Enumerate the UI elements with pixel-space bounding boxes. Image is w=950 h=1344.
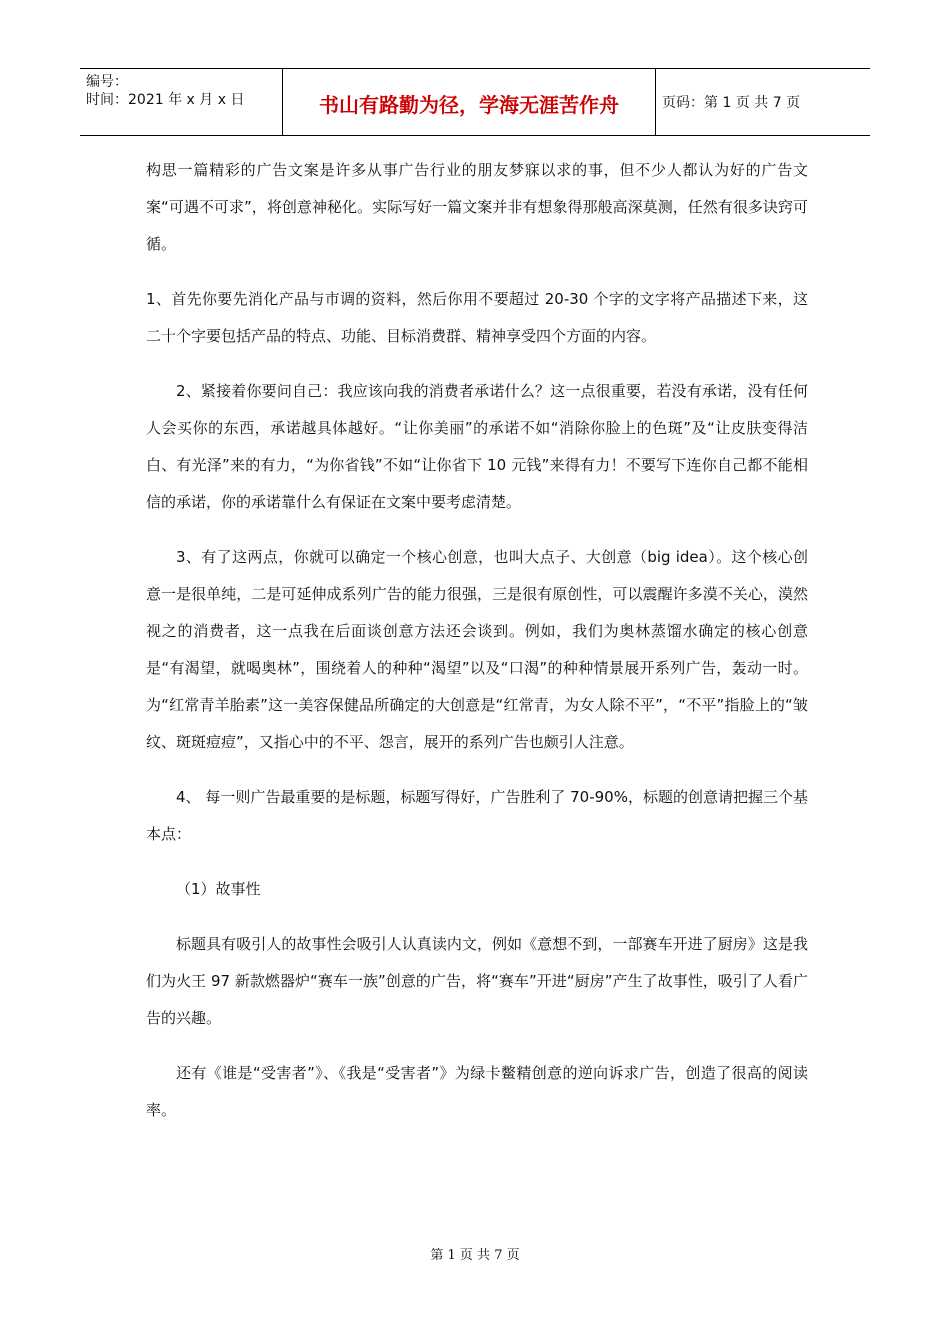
paragraph-point-3: 3、有了这两点，你就可以确定一个核心创意，也叫大点子、大创意（big idea）。这个核心创意一是很单纯，二是可延伸成系列广告的能力很强，三是很有原创性，可以震醒许多漠不关心，漠然视之的消费者，这一点我在后面谈创意方法还会谈到。例如，我们为奥林蒸馏水确定的核心创意是“有渴望，就喝奥林”，围绕着人的种种“渴望”以及“口渴”的种种情景展开系列广告，轰动一时。为“红常青羊胎素”这一美容保健品所确定的大创意是“红常青，为女人除不平”，“不平”指脸上的“皱纹、斑斑痘痘”，又指心中的不平、怨言，展开的系列广告也颇引人注意。 — [146, 548, 808, 751]
document-body — [146, 152, 808, 1147]
paragraph-intro: 构思一篇精彩的广告文案是许多从事广告行业的朋友梦寐以求的事，但不少人都认为好的广告文案“可遇不可求”，将创意神秘化。实际写好一篇文案并非有想象得那般高深莫测，任然有很多诀窍可循。 — [146, 161, 808, 253]
paragraph-point-2: 2、紧接着你要问自己：我应该向我的消费者承诺什么？这一点很重要，若没有承诺，没有任何人会买你的东西，承诺越具体越好。“让你美丽”的承诺不如“消除你脸上的色斑”及“让皮肤变得洁白、有光泽”来的有力，“为你省钱”不如“让你省下 10 元钱”来得有力！不要写下连你自己都不能相信的承诺，你的承诺靠什么有保证在文案中要考虑清楚。 — [146, 382, 808, 511]
header-motto: 书山有路勤为径，学海无涯苦作舟 — [282, 69, 656, 135]
header-meta — [80, 69, 282, 135]
paragraph-victim-example: 还有《谁是“受害者”》、《我是“受害者”》为绿卡鳖精创意的逆向诉求广告，创造了很高的阅读率。 — [146, 1064, 808, 1119]
document-date-label: 时间：2021 年 x 月 x 日 — [86, 92, 245, 108]
document-number-label: 编号： — [86, 74, 128, 90]
page-footer: 第 1 页 共 7 页 — [430, 1248, 520, 1263]
paragraph-point-4: 4、 每一则广告最重要的是标题，标题写得好，广告胜利了 70-90%，标题的创意请把握三个基本点： — [146, 788, 808, 843]
page-header — [80, 68, 870, 136]
paragraph-storytelling-example: 标题具有吸引人的故事性会吸引人认真读内文，例如《意想不到，一部赛车开进了厨房》这是我们为火王 97 新款燃器炉“赛车一族”创意的广告，将“赛车”开进“厨房”产生了故事性，吸引了人看广告的兴趣。 — [146, 935, 808, 1027]
header-page-number: 页码：第 1 页 共 7 页 — [662, 95, 801, 111]
subheading-storytelling: （1）故事性 — [176, 880, 261, 898]
paragraph-point-1: 1、首先你要先消化产品与市调的资料，然后你用不要超过 20-30 个字的文字将产品描述下来，这二十个字要包括产品的特点、功能、目标消费群、精神享受四个方面的内容。 — [146, 290, 808, 345]
